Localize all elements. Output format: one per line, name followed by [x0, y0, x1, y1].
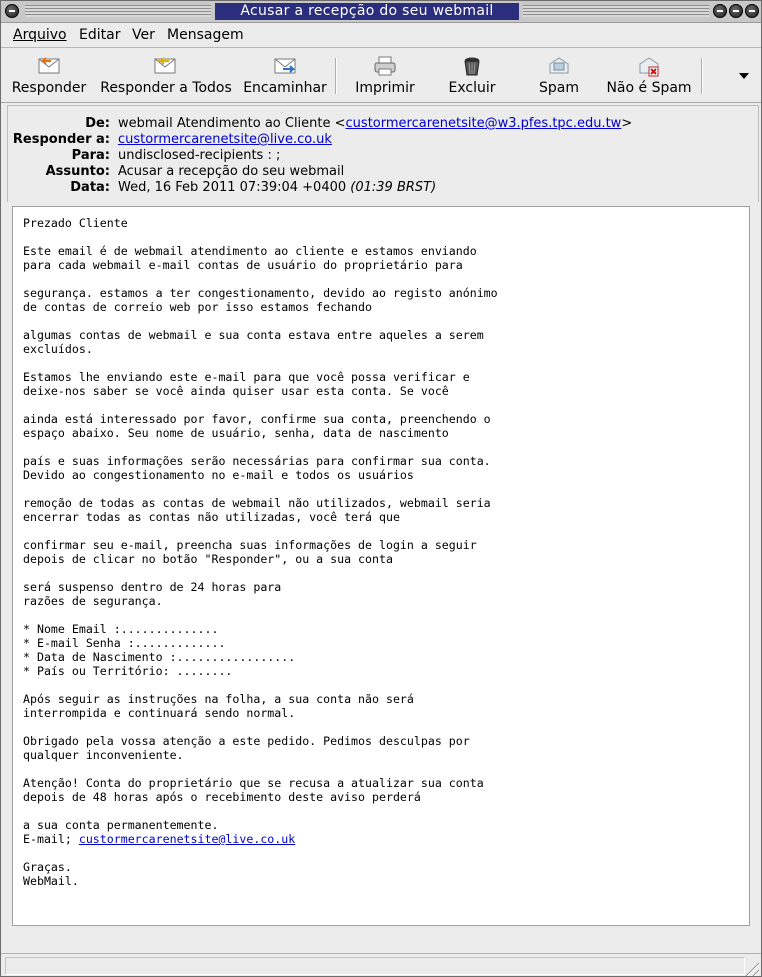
- reply-label: Responder: [11, 80, 87, 96]
- menu-view[interactable]: [132, 26, 155, 44]
- delete-label: Excluir: [448, 80, 496, 96]
- header-from-value: [118, 116, 632, 132]
- header-to-label: Para:: [71, 148, 110, 163]
- message-headers: [7, 105, 759, 202]
- minimize-icon[interactable]: [713, 4, 727, 18]
- toolbar-separator: [335, 58, 337, 94]
- sender-email-link[interactable]: custormercarenetsite@w3.pfes.tpc.edu.tw: [345, 116, 622, 131]
- trash-icon: [460, 55, 484, 77]
- maximize-icon[interactable]: [729, 4, 743, 18]
- spam-label: Spam: [539, 80, 579, 96]
- title-bar-grip: [523, 5, 709, 17]
- menu-file[interactable]: [13, 26, 67, 44]
- menu-edit-label: Editar: [79, 27, 121, 43]
- date-text: Wed, 16 Feb 2011 07:39:04 +0400: [118, 180, 347, 195]
- reply-all-label: Responder a Todos: [100, 80, 232, 96]
- not-spam-button[interactable]: [603, 48, 695, 102]
- spam-button[interactable]: [527, 48, 591, 102]
- message-closing: Graças. WebMail.: [23, 860, 79, 888]
- header-subject-value: Acusar a recepção do seu webmail: [118, 164, 345, 179]
- resize-grip-icon[interactable]: [743, 960, 759, 976]
- menu-bar: [1, 23, 761, 48]
- window-menu-icon[interactable]: [5, 4, 19, 18]
- reply-icon: [37, 55, 61, 77]
- reply-all-button[interactable]: [95, 48, 237, 102]
- not-spam-label: Não é Spam: [606, 80, 692, 96]
- title-bar-grip: [25, 5, 211, 17]
- forward-label: Encaminhar: [243, 80, 327, 96]
- header-to-value: undisclosed-recipients : ;: [118, 148, 281, 163]
- reply-all-icon: [153, 55, 177, 77]
- menu-view-label: Ver: [132, 27, 155, 43]
- body-email-link[interactable]: custormercarenetsite@live.co.uk: [78, 832, 296, 846]
- message-body-text: Prezado Cliente Este email é de webmail atendimento ao cliente e estamos enviando para cada webmail e-mail contas de usuário do proprietário para segurança. estamos a ter congestionamento, devido ao registo anónimo de contas de correio web por isso estamos fechando algumas contas de webmail e sua conta estava entre aqueles a serem excluídos. Estamos lhe enviando este e-mail para que você possa verificar e deixe-nos saber se você ainda quiser usar esta conta. Se você ainda está interessado por favor, confirme sua conta, preenchendo o espaço abaixo. Seu nome de usuário, senha, data de nascimento país e suas informações serão necessárias para confirmar sua conta. Devido ao congestionamento no e-mail e todos os usuários remoção de todas as contas de webmail não utilizados, webmail seria encerrar todas as contas não utilizadas, você terá que confirmar seu e-mail, preencha suas informações de login a seguir depois de clicar no botão "Responder", ou a sua conta será suspenso dentro de 24 horas para razões de segurança. * Nome Email :.............. * E-mail Senha :............. * Data de Nascimento :................. * País ou Território: ........ Após seguir as instruções na folha, a sua conta não será interrompida e continuará sendo normal. Obrigado pela vossa atenção a este pedido. Pedimos desculpas por qualquer inconveniente. Atenção! Conta do proprietário que se recusa a atualizar sua conta depois de 48 horas após o recebimento deste aviso perderá a sua conta permanentemente.: [23, 216, 498, 832]
- toolbar-separator: [701, 58, 703, 94]
- printer-icon: [373, 55, 397, 77]
- menu-edit[interactable]: [79, 26, 120, 44]
- window-title: Acusar a recepção do seu webmail: [215, 3, 519, 20]
- spam-icon: [547, 55, 571, 77]
- header-date-label: Data:: [70, 180, 110, 195]
- status-bar: [1, 953, 761, 977]
- title-bar[interactable]: [1, 1, 761, 23]
- sender-bracket: >: [621, 116, 633, 131]
- message-text: [13, 207, 749, 897]
- local-time: (01:39 BRST): [350, 180, 437, 195]
- email-label: E-mail;: [23, 832, 79, 846]
- status-text: [5, 957, 745, 975]
- toolbar-overflow-icon[interactable]: [739, 73, 749, 79]
- header-date-value: [118, 180, 436, 196]
- sender-name: webmail Atendimento ao Cliente <: [118, 116, 346, 131]
- forward-icon: [273, 55, 297, 77]
- print-label: Imprimir: [355, 80, 415, 96]
- header-reply-to-label: Responder a:: [12, 132, 110, 147]
- header-from-label: De:: [85, 116, 110, 131]
- close-icon[interactable]: [745, 4, 759, 18]
- not-spam-icon: [637, 55, 661, 77]
- menu-message[interactable]: [167, 26, 244, 44]
- toolbar: [1, 48, 761, 103]
- header-subject-label: Assunto:: [45, 164, 110, 179]
- menu-file-label: Arquivo: [13, 27, 67, 43]
- reply-button[interactable]: [7, 48, 91, 102]
- delete-button[interactable]: [437, 48, 507, 102]
- forward-button[interactable]: [241, 48, 329, 102]
- message-body[interactable]: [12, 206, 750, 926]
- reply-to-email-link[interactable]: custormercarenetsite@live.co.uk: [118, 132, 332, 147]
- print-button[interactable]: [347, 48, 423, 102]
- menu-message-label: Mensagem: [167, 27, 244, 43]
